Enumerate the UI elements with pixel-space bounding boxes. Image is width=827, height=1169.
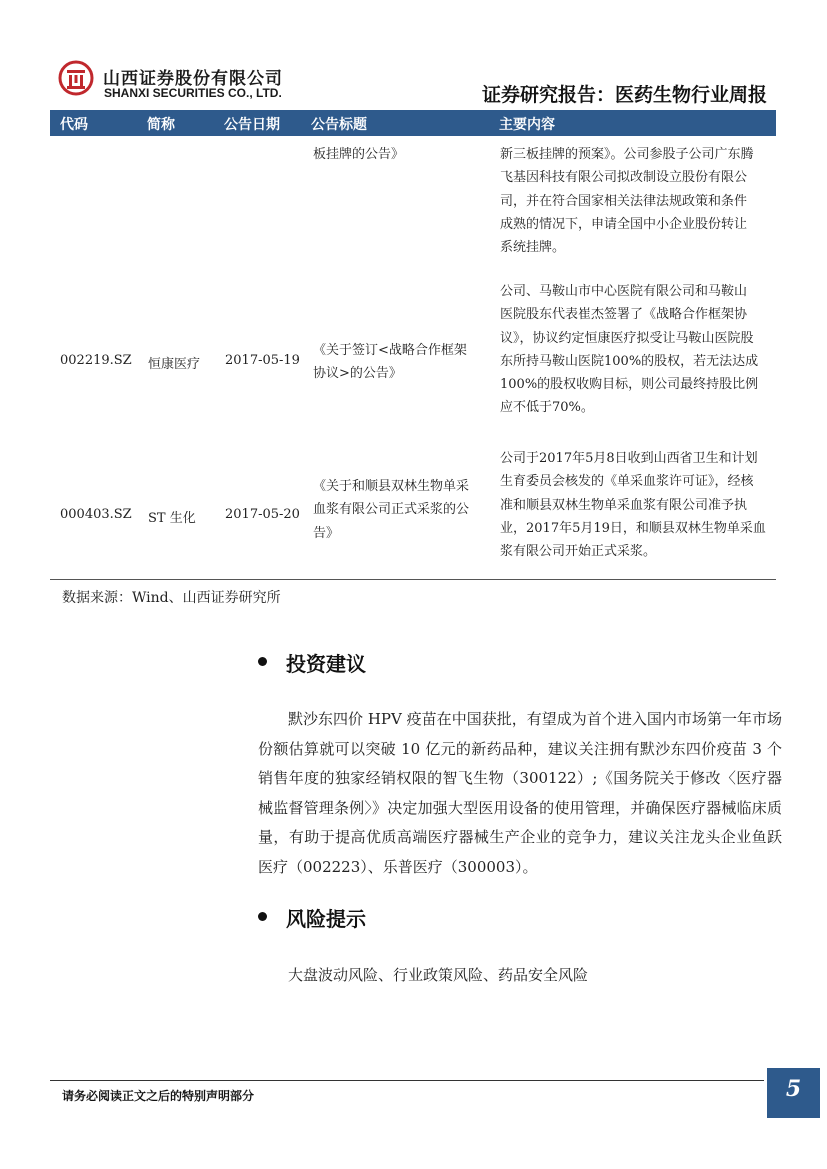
column-header-name: 简称 [147,117,175,133]
column-header-title: 公告标题 [311,117,367,133]
table-cell-content: 公司于2017年5月8日收到山西省卫生和计划 生育委员会核发的《单采血浆许可证》，经核 准和顺县双林生物单采血浆有限公司准予执 业，2017年5月19日，和顺县双林生物单采血 浆有限公司开始正式采浆。 [500,451,766,560]
footer-disclaimer: 请务必阅读正文之后的特别声明部分 [62,1089,255,1103]
page-number-box [767,1068,820,1118]
table-cell-code: 000403.SZ [60,507,132,522]
table-cell-name: 恒康医疗 [148,357,201,372]
section-heading-risk: 风险提示 [286,907,366,931]
bullet-icon [258,657,267,666]
table-cell-date: 2017-05-19 [225,353,300,368]
table-cell-date: 2017-05-20 [225,507,300,522]
section-body-risk: 大盘波动风险、行业政策风险、药品安全风险 [288,966,589,984]
column-header-code: 代码 [60,117,88,133]
data-source-note: 数据来源：Wind、山西证券研究所 [62,590,281,606]
table-row-continued-title: 板挂牌的公告》 [313,147,405,162]
page-number: 5 [785,1076,802,1102]
column-header-content: 主要内容 [499,117,555,133]
footer-rule [50,1080,764,1081]
section-body-investment: 默沙东四价 HPV 疫苗在中国获批，有望成为首个进入国内市场第一年市场份额估算就可以突破 10 亿元的新药品种，建议关注拥有默沙东四价疫苗 3 个销售年度的独家经销权限的智飞生物（300122）;《国务院关于修改〈医疗器械监督管理条例〉》决定加强大型医用设备的使用管理，并确保医疗器械临床质量，有助于提高优质高端医疗器械生产企业的竞争力，建议关注龙头企业鱼跃医疗（002223）、乐普医疗（300003）。 [258,710,782,876]
report-title: 证券研究报告：医药生物行业周报 [481,84,767,106]
company-name-en: SHANXI SECURITIES CO., LTD. [104,86,282,100]
table-cell-content: 公司、马鞍山市中心医院有限公司和马鞍山 医院股东代表崔杰签署了《战略合作框架协 议》，协议约定恒康医疗拟受让马鞍山医院股 东所持马鞍山医院100%的股权，若无法达成 100%的股权收购目标，则公司最终持股比例 应不低于70%。 [500,284,759,416]
table-cell-name: ST 生化 [148,511,196,526]
table-cell-title: 《关于签订<战略合作框架 协议>的公告》 [313,343,467,382]
company-name-cn: 山西证券股份有限公司 [103,69,283,89]
table-row-continued-content: 新三板挂牌的预案》。公司参股子公司广东腾 飞基因科技有限公司拟改制设立股份有限公 司，并在符合国家相关法律法规政策和条件 成熟的情况下，申请全国中小企业股份转让 系统挂牌。 [500,147,754,256]
bullet-icon [258,912,267,921]
table-bottom-rule [50,579,776,580]
table-header [50,110,776,136]
section-heading-investment: 投资建议 [286,652,366,676]
table-cell-code: 002219.SZ [60,353,132,368]
company-logo [58,60,94,96]
table-cell-title: 《关于和顺县双林生物单采 血浆有限公司正式采浆的公 告》 [313,479,470,541]
column-header-date: 公告日期 [224,117,280,133]
